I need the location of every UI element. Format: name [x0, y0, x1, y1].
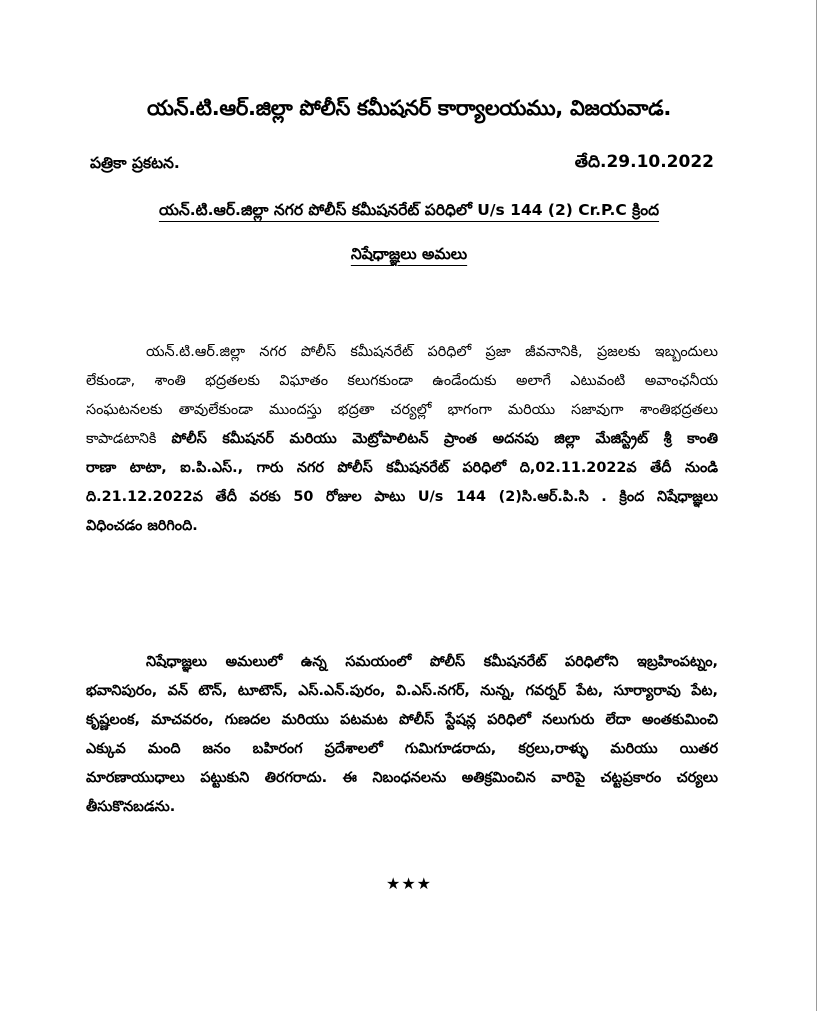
subject-line-1	[0, 201, 818, 223]
subject-line-2	[0, 245, 818, 267]
paragraph-1-line	[86, 425, 718, 454]
paragraph-1-bold-line: రాణా టాటా, ఐ.పి.ఎస్., గారు నగర పోలీస్ కమీషనరేట్ పరిధిలో ది,02.11.2022వ తేదీ నుండి	[86, 460, 718, 476]
paragraph-2	[86, 648, 718, 822]
paragraph-2-line: నిషేధాజ్ఞలు అమలులో ఉన్న సమయంలో పోలీస్ కమీషనరేట్ పరిధిలోని ఇబ్రహింపట్నం,	[146, 654, 718, 670]
paragraph-2-line: ఎక్కువ మంది జనం బహిరంగ ప్రదేశాలలో గుమిగూడరాదు, కర్రలు,రాళ్ళు మరియు యితర	[86, 741, 718, 757]
paragraph-1-line: యన్.టి.ఆర్.జిల్లా నగర పోలీస్ కమీషనరేట్ పరిధిలో ప్రజా జీవనానికి, ప్రజలకు ఇబ్బందులు	[146, 344, 718, 360]
paragraph-1	[86, 338, 718, 541]
paragraph-2-line: కృష్ణలంక, మాచవరం, గుణదల మరియు పటమట పోలీస్ స్టేషన్ల పరిధిలో నలుగురు లేదా అంతకుమించి	[86, 712, 718, 728]
paragraph-1-line: లేకుండా, శాంతి భద్రతలకు విఘాతం కలుగకుండా ఉండేందుకు అలాగే ఎటువంటి అవాంఛనీయ	[86, 373, 718, 389]
paragraph-2-line: మారణాయుధాలు పట్టుకుని తిరగరాదు. ఈ నిబంధనలను అతిక్రమించిన వారిపై చట్టప్రకారం చర్యలు	[86, 770, 718, 786]
paragraph-1-bold-line: ది.21.12.2022వ తేదీ వరకు 50 రోజుల పాటు U/s 144 (2)సి.ఆర్.పి.సి . క్రింద నిషేధాజ్ఞలు	[86, 489, 718, 505]
page-edge-divider	[816, 0, 817, 1011]
paragraph-2-line: తీసుకొనబడను.	[86, 799, 176, 815]
press-release-label: పత్రికా ప్రకటన.	[90, 154, 180, 172]
paragraph-1-bold-line: విధించడం జరిగింది.	[86, 518, 198, 534]
paragraph-1-line: సంఘటనలకు తావులేకుండా ముందస్తు భద్రతా చర్యల్లో భాగంగా మరియు సజావుగా శాంతిభద్రతలు	[86, 402, 718, 418]
release-date: తేది.29.10.2022	[574, 152, 714, 172]
paragraph-1-line-4-bold: పోలీస్ కమీషనర్ మరియు మెట్రోపాలిటన్ ప్రాంత అదనపు జిల్లా మేజిస్ట్రేట్ శ్రీ కాంతి	[171, 431, 718, 447]
subject-line-2-text: నిషేధాజ్ఞలు అమలు	[350, 245, 468, 263]
office-title: యన్.టి.ఆర్.జిల్లా పోలీస్ కమీషనర్ కార్యాలయము, విజయవాడ.	[146, 96, 672, 120]
subject-line-1-text: యన్.టి.ఆర్.జిల్లా నగర పోలీస్ కమీషనరేట్ పరిధిలో U/s 144 (2) Cr.P.C క్రింద	[158, 201, 660, 219]
closing-stars: ★★★	[385, 874, 433, 893]
paragraph-2-line: భవానిపురం, వన్ టౌన్, టూటౌన్, ఎస్.ఎన్.పురం, వి.ఎస్.నగర్, నున్న, గవర్నర్ పేట, సూర్యారావు పేట,	[86, 683, 718, 699]
paragraph-1-line-4-normal: కాపాడటానికి	[86, 431, 172, 447]
